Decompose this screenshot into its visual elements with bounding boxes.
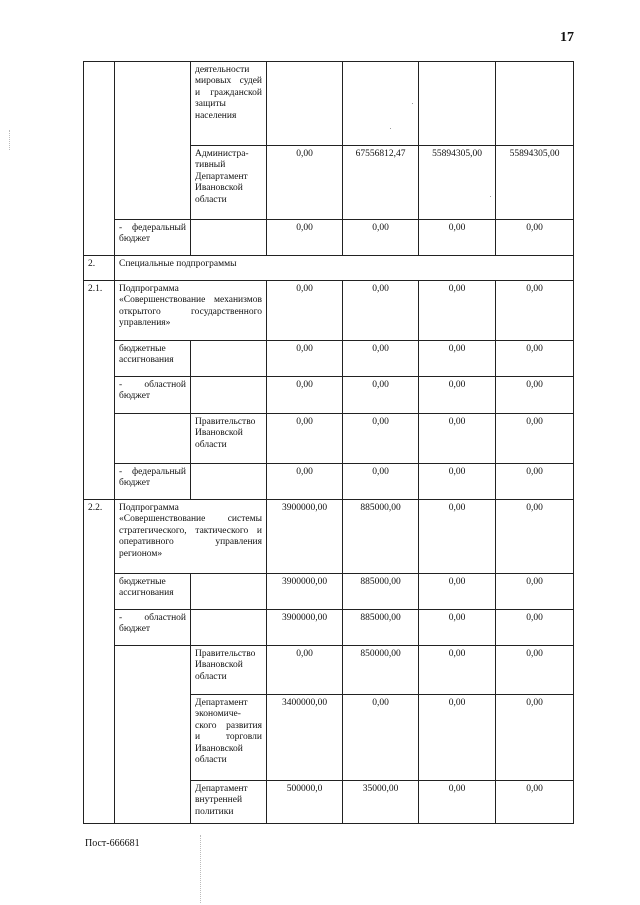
value-cell: 0,00 [267,341,343,377]
table-row [84,646,574,695]
scan-artifact-dot [390,128,391,129]
value-cell: 0,00 [419,781,496,824]
value-cell: 0,00 [419,464,496,500]
value-cell: 0,00 [419,414,496,464]
value-cell: 3900000,00 [267,574,343,610]
value-cell: 0,00 [419,610,496,646]
value-cell: 0,00 [496,500,574,574]
table-row [84,574,574,610]
value-cell: 0,00 [419,646,496,695]
executor-cell: Департамент внутренней политики [191,781,267,824]
value-cell: 0,00 [419,220,496,256]
subprogram-cell: - областной бюджет [115,377,191,414]
value-cell: 885000,00 [343,500,419,574]
value-cell [496,62,574,146]
value-cell: 0,00 [419,500,496,574]
row-number-cell: 2. [84,256,115,281]
value-cell: 55894305,00 [496,146,574,220]
executor-cell [191,341,267,377]
value-cell: 0,00 [343,695,419,781]
value-cell: 55894305,00 [419,146,496,220]
scan-artifact-dot [412,103,413,104]
value-cell: 885000,00 [343,574,419,610]
value-cell [419,62,496,146]
table-row [84,220,574,256]
subprogram-cell: - федеральный бюджет [115,464,191,500]
value-cell: 3900000,00 [267,610,343,646]
value-cell: 0,00 [343,281,419,341]
executor-cell [191,464,267,500]
table-row [84,62,574,146]
value-cell: 0,00 [496,220,574,256]
value-cell: 0,00 [496,414,574,464]
table-row [84,341,574,377]
executor-cell: Департамент экономиче-ского развития и торговли Ивановской области [191,695,267,781]
subprogram-cell: - областной бюджет [115,610,191,646]
table-row [84,377,574,414]
subprogram-cell: - федеральный бюджет [115,220,191,256]
value-cell: 0,00 [496,464,574,500]
value-cell: 500000,0 [267,781,343,824]
value-cell: 0,00 [267,146,343,220]
value-cell: 0,00 [496,377,574,414]
value-cell: 0,00 [496,781,574,824]
value-cell: 885000,00 [343,610,419,646]
executor-cell: Правительство Ивановской области [191,646,267,695]
executor-cell: Правительство Ивановской области [191,414,267,464]
table-row [84,610,574,646]
value-cell: 0,00 [343,220,419,256]
executor-cell: Администра-тивный Департамент Ивановской области [191,146,267,220]
value-cell: 0,00 [267,464,343,500]
executor-cell [191,377,267,414]
subprogram-cell: бюджетные ассигнования [115,341,191,377]
subprogram-cell: Подпрограмма «Совершенствование системы стратегического, тактического и оперативного управления регионом» [115,500,267,574]
value-cell: 3400000,00 [267,695,343,781]
executor-cell [191,610,267,646]
scan-artifact-line [200,835,201,903]
value-cell: 0,00 [343,414,419,464]
row-number-cell [84,62,115,256]
scan-artifact-dot [490,196,491,197]
value-cell: 0,00 [496,695,574,781]
value-cell: 0,00 [496,646,574,695]
value-cell: 0,00 [419,281,496,341]
subprogram-cell [115,646,191,824]
value-cell [267,62,343,146]
subprogram-cell: Подпрограмма «Совершенствование механизмов открытого государственного управления» [115,281,267,341]
section-title-cell: Специальные подпрограммы [115,256,574,281]
table-row [84,414,574,464]
value-cell: 0,00 [419,695,496,781]
value-cell: 3900000,00 [267,500,343,574]
value-cell: 0,00 [343,464,419,500]
value-cell: 35000,00 [343,781,419,824]
value-cell: 0,00 [267,220,343,256]
table-row [84,256,574,281]
document-footer: Пост-666681 [85,838,140,849]
value-cell: 67556812,47 [343,146,419,220]
value-cell: 0,00 [343,377,419,414]
value-cell [343,62,419,146]
value-cell: 0,00 [267,414,343,464]
subprogram-cell [115,414,191,464]
row-number-cell: 2.2. [84,500,115,824]
value-cell: 850000,00 [343,646,419,695]
value-cell: 0,00 [419,377,496,414]
value-cell: 0,00 [419,341,496,377]
table-row [84,464,574,500]
value-cell: 0,00 [267,377,343,414]
row-number-cell: 2.1. [84,281,115,500]
executor-cell: деятельности мировых судей и гражданской защиты населения [191,62,267,146]
value-cell: 0,00 [419,574,496,610]
table-row [84,500,574,574]
value-cell: 0,00 [343,341,419,377]
page-number: 17 [560,30,574,45]
value-cell: 0,00 [267,646,343,695]
value-cell: 0,00 [496,574,574,610]
value-cell: 0,00 [496,341,574,377]
subprogram-cell: бюджетные ассигнования [115,574,191,610]
value-cell: 0,00 [496,281,574,341]
scan-artifact-line [9,130,10,150]
executor-cell [191,574,267,610]
executor-cell [191,220,267,256]
table-row [84,281,574,341]
value-cell: 0,00 [496,610,574,646]
subprogram-cell [115,62,191,220]
value-cell: 0,00 [267,281,343,341]
budget-table [83,61,574,824]
